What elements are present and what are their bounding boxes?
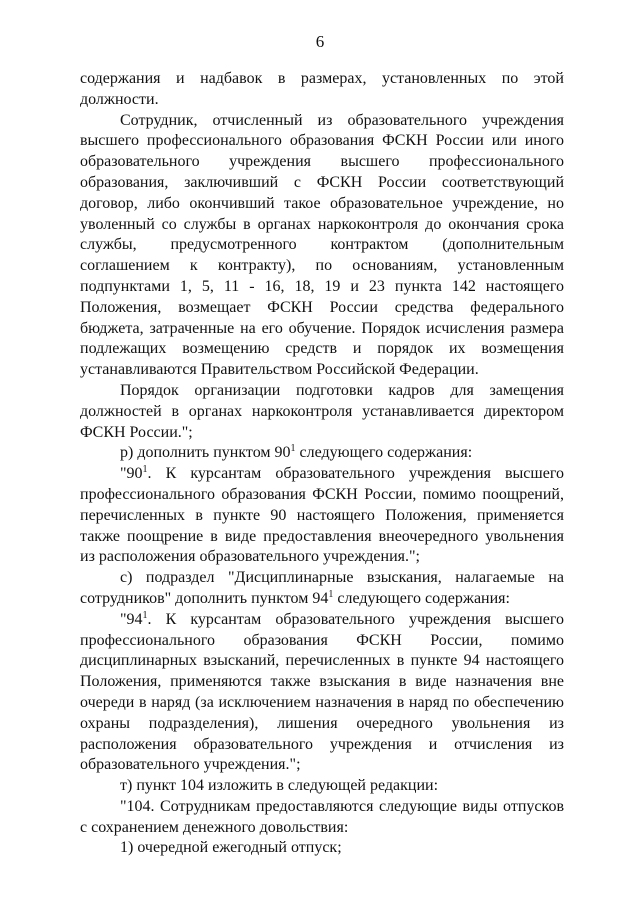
paragraph-training-order: Порядок организации подготовки кадров для замещения должностей в органах наркоконтроля устанавливается директором ФСКН России."; — [80, 381, 564, 441]
item-r-text: р) дополнить пунктом 90 — [120, 444, 291, 462]
item-r-text-end: следующего содержания: — [295, 444, 473, 462]
paragraph-reimbursement: Сотрудник, отчисленный из образовательного учреждения высшего профессионального образования ФСКН России или иного образовательного учреждения высшего профессионального образования, заключивший с ФСКН России соответствующий договор, либо окончивший такое образовательное учреждение, но уволенный со службы в органах наркоконтроля до окончания срока службы, предусмотренного контрактом (дополнительным соглашением к контракту), по основаниям, установленным подпунктами 1, 5, 11 - 16, 18, 19 и 23 пункта 142 настоящего Положения, возмещает ФСКН России средства федерального бюджета, затраченные на его обучение. Порядок исчисления размера подлежащих возмещению средств и порядок их возмещения устанавливаются Правительством Российской Федерации. — [80, 111, 564, 379]
superscript: 1 — [328, 588, 334, 600]
paragraph-clause-90-1 — [80, 464, 564, 568]
clause-90-number: "90 — [120, 465, 143, 483]
item-s-text-end: следующего содержания: — [333, 589, 510, 607]
paragraph-clause-94-1 — [80, 610, 564, 776]
paragraph-leave-type-1: 1) очередной ежегодный отпуск; — [120, 839, 342, 857]
clause-94-text: . К курсантам образовательного учреждения высшего профессионального образования ФСКН России, помимо дисциплинарных взысканий, перечисленных в пункте 94 настоящего Положения, применяются также взыскания в виде назначения вне очереди в наряд (за исключением назначения в наряд по обеспечению охраны подразделения), лишения очередного увольнения из расположения образовательного учреждения и отчисления из образовательного учреждения."; — [80, 610, 564, 774]
paragraph-item-r — [80, 443, 564, 464]
paragraph-clause-104: "104. Сотрудникам предоставляются следующие виды отпусков с сохранением денежного довольствия: — [80, 797, 564, 836]
paragraph-continuation: содержания и надбавок в размерах, установленных по этой должности. — [80, 70, 564, 108]
superscript: 1 — [142, 464, 148, 476]
clause-94-number: "94 — [120, 610, 143, 628]
document-body — [80, 69, 564, 859]
superscript: 1 — [142, 609, 148, 621]
paragraph-item-t: т) пункт 104 изложить в следующей редакции: — [120, 777, 439, 795]
page-number: 6 — [315, 32, 325, 51]
item-s-text: с) подраздел "Дисциплинарные взыскания, налагаемые на сотрудников" дополнить пунктом 94 — [80, 569, 564, 607]
superscript: 1 — [290, 443, 296, 455]
paragraph-item-s — [80, 568, 564, 610]
clause-90-text: . К курсантам образовательного учреждения высшего профессионального образования ФСКН России, помимо поощрений, перечисленных в пункте 90 настоящего Положения, применяется также поощрение в виде предоставления внеочередного увольнения из расположения образовательного учреждения."; — [80, 465, 564, 566]
